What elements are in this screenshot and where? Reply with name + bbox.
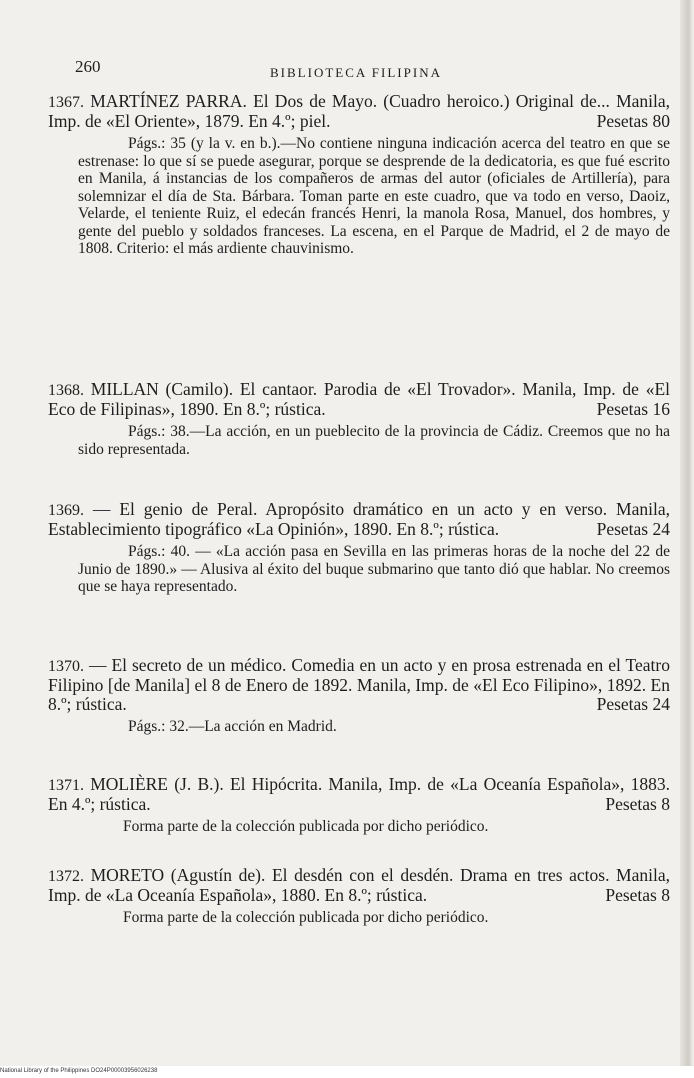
entry-main: 1372. MORETO (Agustín de). El desdén con el desdén. Drama en tres actos. Manila, Imp. de «La Oceanía Española», 1880. En 8.º; rústica. Pesetas 8 bbox=[48, 865, 671, 905]
entry-1370 bbox=[48, 656, 670, 736]
entry-price: Pesetas 24 bbox=[596, 519, 670, 539]
page-number: 260 bbox=[75, 57, 101, 76]
entry-note: Págs.: 35 (y la v. en b.).—No contiene ninguna indicación acerca del teatro en que se estrenase: lo que sí se puede asegurar, porque se desprende de la dedicatoria, es que fué escrito en Manila, á instancias de los compañeros de armas del autor (oficiales de Artillería), para solemnizar el día de Sta. Bárbara. Toman parte en este cuadro, que va todo en verso, Daoiz, Velarde, el teniente Ruiz, el edecán francés Henri, la manola Rosa, Manuel, dos hombres, y gente del pueblo y soldados franceses. La escena, en el Parque de Madrid, el 2 de mayo de 1808. Criterio: el más ardiente chauvinismo. bbox=[78, 135, 670, 257]
entry-note: Forma parte de la colección publicada por dicho periódico. bbox=[123, 909, 489, 926]
entry-note: Forma parte de la colección publicada por dicho periódico. bbox=[123, 818, 489, 835]
entry-main: 1369. — El genio de Peral. Apropósito dramático en un acto y en verso. Manila, Establecimiento tipográfico «La Opinión», 1890. En 8.º; rústica. Pesetas 24 bbox=[48, 499, 671, 539]
entry-main: 1367. MARTÍNEZ PARRA. El Dos de Mayo. (Cuadro heroico.) Original de... Manila, Imp. de «El Oriente», 1879. En 4.º; piel. Pesetas 80 bbox=[48, 91, 671, 131]
entry-1372 bbox=[48, 866, 670, 927]
scan-footer: National Library of the Philippines DO24P00003956026238 bbox=[0, 1068, 158, 1074]
entry-1367 bbox=[48, 92, 670, 258]
entry-1368 bbox=[48, 380, 670, 458]
entry-main: 1368. MILLAN (Camilo). El cantaor. Parodia de «El Trovador». Manila, Imp. de «El Eco de Filipinas», 1890. En 8.º; rústica. Pesetas 16 bbox=[48, 379, 671, 419]
entry-price: Pesetas 24 bbox=[596, 694, 670, 714]
entry-price: Pesetas 8 bbox=[605, 885, 670, 905]
entry-main: 1371. MOLIÈRE (J. B.). El Hipócrita. Manila, Imp. de «La Oceanía Española», 1883. En 4.º; rústica. Pesetas 8 bbox=[48, 774, 670, 814]
entry-1369 bbox=[48, 500, 670, 596]
entry-main: 1370. — El secreto de un médico. Comedia en un acto y en prosa estrenada en el Teatro Filipino [de Manila] el 8 de Enero de 1892. Manila, Imp. de «El Eco Filipino», 1892. En 8.º; rústica. Pesetas 24 bbox=[48, 655, 670, 714]
entry-1371 bbox=[48, 775, 670, 836]
entry-note: Págs.: 40. — «La acción pasa en Sevilla en las primeras horas de la noche del 22 de Junio de 1890.» — Alusiva al éxito del buque submarino que tanto dió que hablar. No creemos que se haya representado. bbox=[78, 543, 670, 595]
entry-price: Pesetas 8 bbox=[605, 794, 670, 814]
running-title: BIBLIOTECA FILIPINA bbox=[270, 65, 442, 80]
entry-price: Pesetas 16 bbox=[596, 399, 670, 419]
entry-note: Págs.: 32.—La acción en Madrid. bbox=[128, 718, 337, 735]
entry-note: Págs.: 38.—La acción, en un pueblecito de la provincia de Cádiz. Creemos que no ha sido representada. bbox=[78, 423, 670, 458]
entry-price: Pesetas 80 bbox=[596, 111, 670, 131]
page-edge bbox=[680, 0, 694, 1066]
